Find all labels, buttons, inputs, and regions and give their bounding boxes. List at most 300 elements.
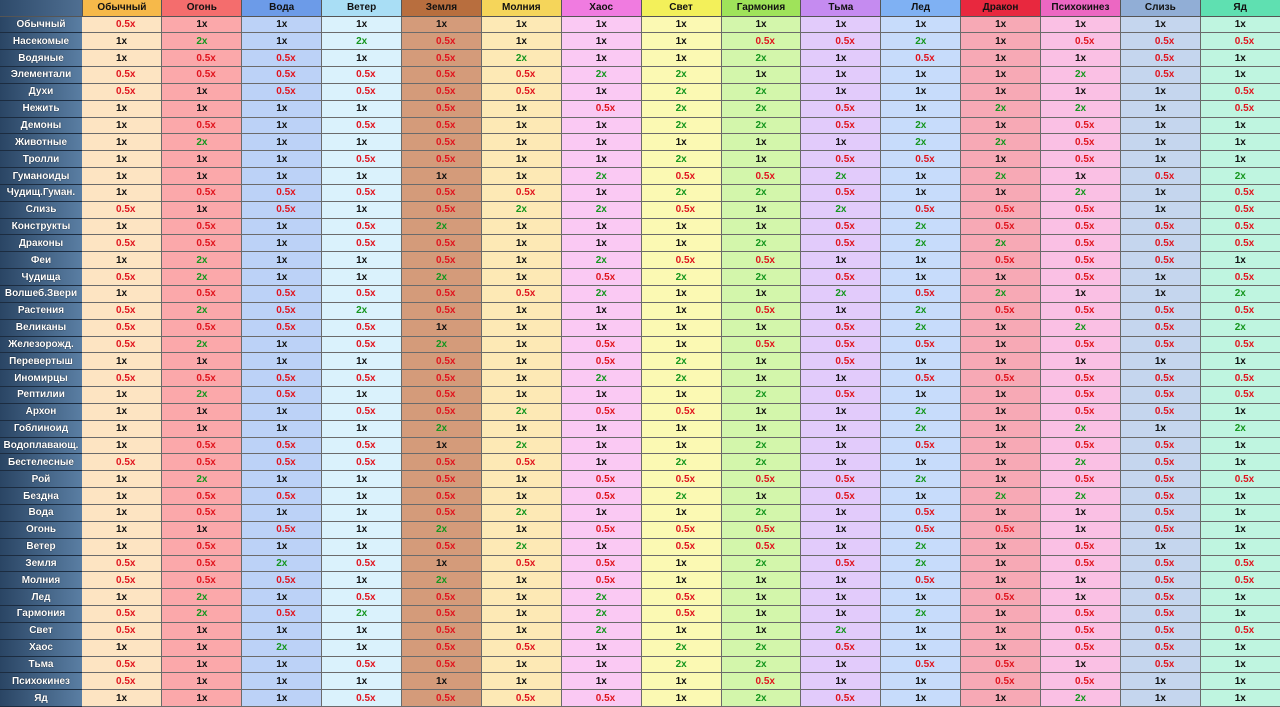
multiplier-cell: 2x <box>801 286 881 303</box>
multiplier-cell: 1x <box>881 16 961 33</box>
multiplier-cell: 1x <box>641 286 721 303</box>
multiplier-cell: 0.5x <box>961 521 1041 538</box>
multiplier-cell: 0.5x <box>721 33 801 50</box>
multiplier-cell: 1x <box>1200 117 1280 134</box>
multiplier-cell: 1x <box>881 353 961 370</box>
multiplier-cell: 0.5x <box>82 622 162 639</box>
multiplier-cell: 2x <box>162 589 242 606</box>
multiplier-cell: 0.5x <box>1200 471 1280 488</box>
multiplier-cell: 1x <box>1041 521 1121 538</box>
column-header: Яд <box>1200 0 1280 16</box>
multiplier-cell: 1x <box>721 403 801 420</box>
multiplier-cell: 1x <box>1200 252 1280 269</box>
multiplier-cell: 0.5x <box>162 454 242 471</box>
multiplier-cell: 1x <box>1200 50 1280 67</box>
multiplier-cell: 1x <box>242 218 322 235</box>
multiplier-cell: 2x <box>162 302 242 319</box>
column-header: Ветер <box>322 0 402 16</box>
multiplier-cell: 0.5x <box>82 302 162 319</box>
multiplier-cell: 1x <box>481 302 561 319</box>
table-row <box>0 67 1280 84</box>
multiplier-cell: 1x <box>322 622 402 639</box>
multiplier-cell: 1x <box>242 504 322 521</box>
multiplier-cell: 1x <box>1041 504 1121 521</box>
multiplier-cell: 1x <box>82 504 162 521</box>
multiplier-cell: 1x <box>801 606 881 623</box>
multiplier-cell: 1x <box>561 538 641 555</box>
multiplier-cell: 2x <box>162 269 242 286</box>
multiplier-cell: 1x <box>881 387 961 404</box>
multiplier-cell: 1x <box>162 201 242 218</box>
multiplier-cell: 0.5x <box>561 521 641 538</box>
multiplier-cell: 1x <box>322 50 402 67</box>
multiplier-cell: 1x <box>322 471 402 488</box>
row-label: Обычный <box>0 16 82 33</box>
multiplier-cell: 1x <box>961 83 1041 100</box>
multiplier-cell: 2x <box>162 336 242 353</box>
multiplier-cell: 1x <box>561 319 641 336</box>
multiplier-cell: 0.5x <box>1041 201 1121 218</box>
multiplier-cell: 1x <box>641 690 721 707</box>
multiplier-cell: 0.5x <box>881 437 961 454</box>
multiplier-cell: 2x <box>881 403 961 420</box>
multiplier-cell: 1x <box>561 33 641 50</box>
multiplier-cell: 0.5x <box>322 589 402 606</box>
multiplier-cell: 0.5x <box>162 218 242 235</box>
multiplier-cell: 1x <box>162 622 242 639</box>
multiplier-cell: 0.5x <box>402 504 482 521</box>
multiplier-cell: 0.5x <box>402 370 482 387</box>
multiplier-cell: 1x <box>322 134 402 151</box>
multiplier-cell: 1x <box>242 134 322 151</box>
row-label: Конструкты <box>0 218 82 235</box>
multiplier-cell: 0.5x <box>1200 83 1280 100</box>
multiplier-cell: 0.5x <box>242 184 322 201</box>
multiplier-cell: 2x <box>561 286 641 303</box>
multiplier-cell: 1x <box>961 387 1041 404</box>
multiplier-cell: 1x <box>162 100 242 117</box>
multiplier-cell: 1x <box>961 353 1041 370</box>
multiplier-cell: 0.5x <box>801 218 881 235</box>
multiplier-cell: 2x <box>1041 690 1121 707</box>
multiplier-cell: 0.5x <box>162 437 242 454</box>
multiplier-cell: 1x <box>1041 353 1121 370</box>
multiplier-cell: 1x <box>961 437 1041 454</box>
multiplier-cell: 2x <box>641 639 721 656</box>
multiplier-cell: 0.5x <box>1120 33 1200 50</box>
multiplier-cell: 2x <box>881 555 961 572</box>
multiplier-cell: 1x <box>242 336 322 353</box>
multiplier-cell: 2x <box>641 151 721 168</box>
multiplier-cell: 1x <box>801 67 881 84</box>
multiplier-cell: 0.5x <box>1120 403 1200 420</box>
multiplier-cell: 0.5x <box>1200 336 1280 353</box>
multiplier-cell: 2x <box>961 100 1041 117</box>
multiplier-cell: 2x <box>641 184 721 201</box>
row-label: Водоплавающ. <box>0 437 82 454</box>
row-label: Бездна <box>0 488 82 505</box>
multiplier-cell: 0.5x <box>1041 33 1121 50</box>
row-label: Свет <box>0 622 82 639</box>
column-header: Слизь <box>1120 0 1200 16</box>
multiplier-cell: 0.5x <box>162 50 242 67</box>
multiplier-cell: 1x <box>881 252 961 269</box>
multiplier-cell: 2x <box>721 83 801 100</box>
multiplier-cell: 1x <box>82 471 162 488</box>
multiplier-cell: 0.5x <box>561 269 641 286</box>
multiplier-cell: 1x <box>82 100 162 117</box>
multiplier-cell: 0.5x <box>481 67 561 84</box>
multiplier-cell: 0.5x <box>1120 67 1200 84</box>
multiplier-cell: 1x <box>801 252 881 269</box>
multiplier-cell: 1x <box>1200 67 1280 84</box>
multiplier-cell: 2x <box>721 454 801 471</box>
multiplier-cell: 0.5x <box>1200 555 1280 572</box>
multiplier-cell: 0.5x <box>481 184 561 201</box>
multiplier-cell: 1x <box>402 168 482 185</box>
multiplier-cell: 0.5x <box>1120 606 1200 623</box>
multiplier-cell: 0.5x <box>1120 488 1200 505</box>
multiplier-cell: 2x <box>641 353 721 370</box>
multiplier-cell: 1x <box>961 639 1041 656</box>
multiplier-cell: 2x <box>162 606 242 623</box>
multiplier-cell: 0.5x <box>162 319 242 336</box>
row-label: Вода <box>0 504 82 521</box>
multiplier-cell: 1x <box>961 16 1041 33</box>
multiplier-cell: 1x <box>481 488 561 505</box>
multiplier-cell: 2x <box>961 286 1041 303</box>
column-header: Свет <box>641 0 721 16</box>
multiplier-cell: 2x <box>721 555 801 572</box>
multiplier-cell: 0.5x <box>242 83 322 100</box>
multiplier-cell: 1x <box>242 403 322 420</box>
multiplier-cell: 0.5x <box>82 83 162 100</box>
multiplier-cell: 1x <box>1200 454 1280 471</box>
table-row <box>0 100 1280 117</box>
multiplier-cell: 0.5x <box>1041 471 1121 488</box>
multiplier-cell: 0.5x <box>641 201 721 218</box>
multiplier-cell: 0.5x <box>1041 151 1121 168</box>
multiplier-cell: 1x <box>881 622 961 639</box>
multiplier-cell: 1x <box>801 673 881 690</box>
multiplier-cell: 0.5x <box>641 252 721 269</box>
multiplier-cell: 1x <box>322 252 402 269</box>
multiplier-cell: 1x <box>721 420 801 437</box>
multiplier-cell: 2x <box>641 83 721 100</box>
multiplier-cell: 0.5x <box>1120 521 1200 538</box>
multiplier-cell: 0.5x <box>242 606 322 623</box>
multiplier-cell: 1x <box>82 252 162 269</box>
table-row <box>0 403 1280 420</box>
multiplier-cell: 0.5x <box>242 319 322 336</box>
multiplier-cell: 1x <box>481 353 561 370</box>
multiplier-cell: 0.5x <box>322 67 402 84</box>
multiplier-cell: 1x <box>481 471 561 488</box>
multiplier-cell: 1x <box>801 656 881 673</box>
table-row <box>0 33 1280 50</box>
row-label: Железорожд. <box>0 336 82 353</box>
multiplier-cell: 1x <box>162 151 242 168</box>
multiplier-cell: 0.5x <box>881 286 961 303</box>
column-header: Обычный <box>82 0 162 16</box>
column-header-row <box>0 0 1280 16</box>
multiplier-cell: 1x <box>481 336 561 353</box>
multiplier-cell: 0.5x <box>641 403 721 420</box>
multiplier-cell: 1x <box>641 504 721 521</box>
multiplier-cell: 0.5x <box>322 184 402 201</box>
multiplier-cell: 0.5x <box>801 117 881 134</box>
multiplier-cell: 1x <box>82 690 162 707</box>
multiplier-cell: 1x <box>1200 151 1280 168</box>
multiplier-cell: 1x <box>481 151 561 168</box>
multiplier-cell: 1x <box>641 134 721 151</box>
multiplier-cell: 0.5x <box>641 168 721 185</box>
multiplier-cell: 2x <box>881 319 961 336</box>
multiplier-cell: 2x <box>961 134 1041 151</box>
multiplier-cell: 2x <box>881 134 961 151</box>
multiplier-cell: 1x <box>82 521 162 538</box>
multiplier-cell: 2x <box>561 168 641 185</box>
multiplier-cell: 0.5x <box>801 184 881 201</box>
row-label: Перевертыш <box>0 353 82 370</box>
multiplier-cell: 0.5x <box>881 504 961 521</box>
row-label: Тролли <box>0 151 82 168</box>
multiplier-cell: 0.5x <box>82 201 162 218</box>
multiplier-cell: 0.5x <box>1120 168 1200 185</box>
multiplier-cell: 2x <box>721 100 801 117</box>
multiplier-cell: 0.5x <box>1120 471 1200 488</box>
multiplier-cell: 0.5x <box>1120 656 1200 673</box>
multiplier-cell: 1x <box>721 201 801 218</box>
multiplier-cell: 0.5x <box>1200 370 1280 387</box>
table-row <box>0 387 1280 404</box>
multiplier-cell: 1x <box>881 67 961 84</box>
multiplier-cell: 1x <box>881 673 961 690</box>
multiplier-cell: 0.5x <box>1120 336 1200 353</box>
multiplier-cell: 1x <box>242 269 322 286</box>
multiplier-cell: 0.5x <box>82 454 162 471</box>
multiplier-cell: 1x <box>961 454 1041 471</box>
multiplier-cell: 0.5x <box>1041 269 1121 286</box>
multiplier-cell: 1x <box>721 16 801 33</box>
multiplier-cell: 1x <box>322 639 402 656</box>
multiplier-cell: 1x <box>322 420 402 437</box>
multiplier-cell: 1x <box>82 33 162 50</box>
row-label: Психокинез <box>0 673 82 690</box>
multiplier-cell: 1x <box>641 572 721 589</box>
table-row <box>0 218 1280 235</box>
multiplier-cell: 1x <box>82 387 162 404</box>
multiplier-cell: 2x <box>1200 420 1280 437</box>
row-label: Яд <box>0 690 82 707</box>
multiplier-cell: 1x <box>561 16 641 33</box>
multiplier-cell: 0.5x <box>801 269 881 286</box>
multiplier-cell: 2x <box>402 336 482 353</box>
multiplier-cell: 0.5x <box>561 555 641 572</box>
table-row <box>0 437 1280 454</box>
multiplier-cell: 1x <box>242 117 322 134</box>
multiplier-cell: 0.5x <box>881 151 961 168</box>
multiplier-cell: 1x <box>162 673 242 690</box>
table-row <box>0 286 1280 303</box>
multiplier-cell: 0.5x <box>402 50 482 67</box>
multiplier-cell: 1x <box>242 538 322 555</box>
column-header: Огонь <box>162 0 242 16</box>
multiplier-cell: 0.5x <box>961 589 1041 606</box>
multiplier-cell: 1x <box>801 504 881 521</box>
multiplier-cell: 2x <box>801 168 881 185</box>
multiplier-cell: 1x <box>801 302 881 319</box>
multiplier-cell: 1x <box>322 269 402 286</box>
table-row <box>0 134 1280 151</box>
multiplier-cell: 2x <box>961 235 1041 252</box>
multiplier-cell: 0.5x <box>1041 370 1121 387</box>
multiplier-cell: 1x <box>801 50 881 67</box>
multiplier-cell: 1x <box>561 673 641 690</box>
multiplier-cell: 0.5x <box>801 235 881 252</box>
multiplier-cell: 0.5x <box>721 521 801 538</box>
multiplier-cell: 1x <box>721 218 801 235</box>
multiplier-cell: 1x <box>1200 134 1280 151</box>
multiplier-cell: 0.5x <box>1041 235 1121 252</box>
multiplier-cell: 1x <box>82 403 162 420</box>
multiplier-cell: 1x <box>641 387 721 404</box>
multiplier-cell: 0.5x <box>322 370 402 387</box>
multiplier-cell: 0.5x <box>1041 538 1121 555</box>
row-label: Огонь <box>0 521 82 538</box>
multiplier-cell: 1x <box>162 420 242 437</box>
table-row <box>0 504 1280 521</box>
row-label: Хаос <box>0 639 82 656</box>
multiplier-cell: 1x <box>561 656 641 673</box>
multiplier-cell: 0.5x <box>1120 302 1200 319</box>
multiplier-cell: 0.5x <box>481 690 561 707</box>
multiplier-cell: 0.5x <box>801 336 881 353</box>
multiplier-cell: 2x <box>961 168 1041 185</box>
row-label: Чудища <box>0 269 82 286</box>
multiplier-cell: 1x <box>961 471 1041 488</box>
multiplier-cell: 2x <box>721 387 801 404</box>
multiplier-cell: 1x <box>242 690 322 707</box>
multiplier-cell: 0.5x <box>1120 370 1200 387</box>
multiplier-cell: 1x <box>322 100 402 117</box>
multiplier-cell: 1x <box>561 117 641 134</box>
multiplier-cell: 0.5x <box>322 319 402 336</box>
multiplier-cell: 0.5x <box>162 572 242 589</box>
multiplier-cell: 1x <box>242 33 322 50</box>
multiplier-cell: 0.5x <box>801 33 881 50</box>
multiplier-cell: 1x <box>1120 134 1200 151</box>
multiplier-cell: 0.5x <box>641 471 721 488</box>
row-label: Гуманоиды <box>0 168 82 185</box>
table-row <box>0 201 1280 218</box>
multiplier-cell: 2x <box>242 639 322 656</box>
multiplier-cell: 0.5x <box>961 370 1041 387</box>
multiplier-cell: 0.5x <box>961 673 1041 690</box>
multiplier-cell: 0.5x <box>801 639 881 656</box>
multiplier-cell: 1x <box>82 184 162 201</box>
multiplier-cell: 1x <box>641 302 721 319</box>
multiplier-cell: 1x <box>721 606 801 623</box>
multiplier-cell: 1x <box>881 690 961 707</box>
multiplier-cell: 0.5x <box>1120 50 1200 67</box>
multiplier-cell: 2x <box>402 521 482 538</box>
multiplier-cell: 0.5x <box>561 353 641 370</box>
multiplier-cell: 0.5x <box>1041 673 1121 690</box>
multiplier-cell: 2x <box>881 420 961 437</box>
multiplier-cell: 1x <box>82 50 162 67</box>
multiplier-cell: 0.5x <box>641 521 721 538</box>
multiplier-cell: 1x <box>801 521 881 538</box>
multiplier-cell: 1x <box>162 83 242 100</box>
multiplier-cell: 1x <box>961 50 1041 67</box>
multiplier-cell: 1x <box>82 639 162 656</box>
multiplier-cell: 1x <box>1120 117 1200 134</box>
multiplier-cell: 1x <box>961 117 1041 134</box>
multiplier-cell: 1x <box>801 83 881 100</box>
multiplier-cell: 1x <box>481 134 561 151</box>
multiplier-cell: 0.5x <box>481 555 561 572</box>
multiplier-cell: 0.5x <box>402 100 482 117</box>
multiplier-cell: 1x <box>1120 690 1200 707</box>
multiplier-cell: 0.5x <box>721 336 801 353</box>
multiplier-cell: 0.5x <box>322 555 402 572</box>
multiplier-cell: 2x <box>561 606 641 623</box>
multiplier-cell: 1x <box>561 387 641 404</box>
multiplier-cell: 1x <box>1120 286 1200 303</box>
multiplier-cell: 2x <box>881 117 961 134</box>
multiplier-cell: 1x <box>721 286 801 303</box>
multiplier-cell: 0.5x <box>881 50 961 67</box>
multiplier-cell: 1x <box>1120 184 1200 201</box>
multiplier-cell: 0.5x <box>242 488 322 505</box>
multiplier-cell: 1x <box>721 488 801 505</box>
multiplier-cell: 1x <box>1200 589 1280 606</box>
multiplier-cell: 0.5x <box>1200 184 1280 201</box>
multiplier-cell: 2x <box>881 606 961 623</box>
multiplier-cell: 0.5x <box>322 336 402 353</box>
multiplier-cell: 1x <box>162 16 242 33</box>
multiplier-cell: 0.5x <box>1041 622 1121 639</box>
multiplier-cell: 1x <box>881 168 961 185</box>
multiplier-cell: 1x <box>881 83 961 100</box>
multiplier-cell: 0.5x <box>481 454 561 471</box>
multiplier-cell: 1x <box>801 454 881 471</box>
multiplier-cell: 1x <box>641 555 721 572</box>
multiplier-cell: 2x <box>641 454 721 471</box>
multiplier-cell: 0.5x <box>801 319 881 336</box>
multiplier-cell: 0.5x <box>1200 572 1280 589</box>
multiplier-cell: 1x <box>242 353 322 370</box>
multiplier-cell: 2x <box>561 201 641 218</box>
multiplier-cell: 0.5x <box>322 83 402 100</box>
multiplier-cell: 0.5x <box>162 538 242 555</box>
multiplier-cell: 0.5x <box>1200 387 1280 404</box>
multiplier-cell: 0.5x <box>322 286 402 303</box>
row-label: Ветер <box>0 538 82 555</box>
multiplier-cell: 0.5x <box>242 50 322 67</box>
multiplier-cell: 0.5x <box>801 151 881 168</box>
multiplier-cell: 1x <box>641 622 721 639</box>
multiplier-cell: 1x <box>162 639 242 656</box>
multiplier-cell: 0.5x <box>561 336 641 353</box>
multiplier-cell: 0.5x <box>162 488 242 505</box>
multiplier-cell: 1x <box>481 100 561 117</box>
multiplier-cell: 2x <box>1041 488 1121 505</box>
table-row <box>0 168 1280 185</box>
multiplier-cell: 0.5x <box>561 488 641 505</box>
multiplier-cell: 1x <box>1200 673 1280 690</box>
